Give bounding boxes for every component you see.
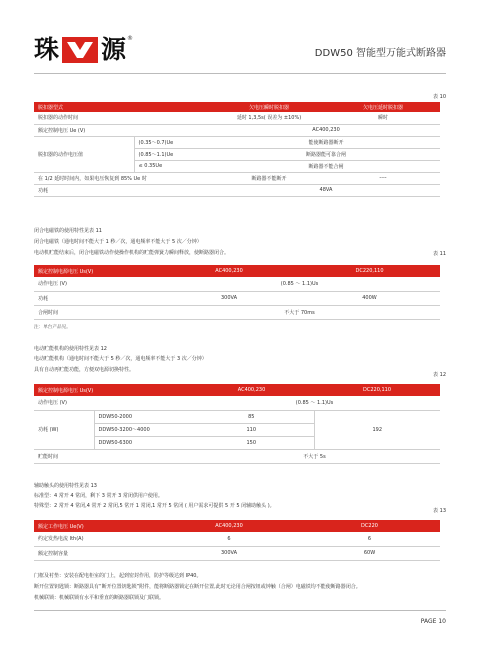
table-header-row <box>34 102 440 112</box>
table-header-cell: 脱扣器型式 <box>34 102 212 112</box>
table-header-cell: 额定工作电压 Ue(V) <box>34 520 159 532</box>
table-cell: 额定控制容量 <box>34 546 159 560</box>
table-number: 表 11 <box>433 251 446 257</box>
table-cell: 功耗 <box>34 291 159 305</box>
logo-char-right: 源 <box>101 35 127 64</box>
section-title: 闭合电磁铁的使用特性见表 11 <box>34 228 102 234</box>
page-number: PAGE 10 <box>420 618 446 625</box>
table-row <box>34 546 440 560</box>
table-header-cell: AC400,230 <box>159 520 299 532</box>
body-text: 机械联锁：机械联锁有水平和垂直的断路器联锁及门联锁。 <box>34 595 165 601</box>
registered-mark: ® <box>127 35 134 42</box>
table-cell: 断路器能可靠合闸 <box>212 148 440 160</box>
table-cell: 延时 1,3,5s( 误差为 ±10%) <box>212 112 326 124</box>
table-cell: (0.35～0.7)Ue <box>134 136 212 148</box>
logo-char-left: 珠 <box>34 35 60 64</box>
table-header-cell: 额定控制电源电压 Us(V) <box>34 265 159 277</box>
table-cell: 功耗 (W) <box>34 410 94 449</box>
table-cell: 能使断路器断开 <box>212 136 440 148</box>
table-header-cell: 欠电压延时脱扣器 <box>326 102 440 112</box>
table-cell: 110 <box>189 423 314 436</box>
table-cell: 300VA <box>159 291 299 305</box>
table-cell: 400W <box>299 291 440 305</box>
table-cell: 85 <box>189 410 314 423</box>
table-header-cell: DC220,110 <box>299 265 440 277</box>
table-row <box>34 532 440 546</box>
table-cell: 贮能时间 <box>34 449 189 463</box>
body-text: 具有自动再贮能功能，方便双电源切换特性。 <box>34 367 135 373</box>
table-cell: DDW50-6300 <box>94 436 189 449</box>
table-cell: 6 <box>299 532 440 546</box>
table-cell: 60W <box>299 546 440 560</box>
section-title: 电动贮能机构的使用特性见表 12 <box>34 346 107 352</box>
body-text: 电动机贮能结束后，闭合电磁铁动作使操作机构的贮能弹簧力瞬间释放，使断路器闭合。 <box>34 250 230 256</box>
table-cell: (0.85 ～ 1.1)Us <box>159 277 440 291</box>
table-row <box>34 184 440 196</box>
body-text: 闭合电磁铁（通电时间不能大于 1 秒／次，通电频率不能大于 5 次／分钟） <box>34 239 202 245</box>
table-cell: ---- <box>326 172 440 184</box>
table-row <box>34 291 440 305</box>
table-cell: 在 1/2 延时时间内，如果电压恢复到 85% Ue 时 <box>34 172 212 184</box>
table-row <box>34 396 440 410</box>
logo-emblem <box>62 37 98 63</box>
table-cell: 192 <box>314 410 440 449</box>
table-row <box>34 124 440 136</box>
table-cell: 额定控制电压 Ue (V) <box>34 124 212 136</box>
table-header-row <box>34 265 440 277</box>
table-cell: DDW50-3200～4000 <box>94 423 189 436</box>
table-cell: 不大于 70ms <box>159 305 440 319</box>
table-row <box>34 277 440 291</box>
table-cell: 合闸时间 <box>34 305 159 319</box>
table-11 <box>34 265 440 320</box>
table-note: 注：单台产品见。 <box>34 325 71 330</box>
table-row <box>34 305 440 319</box>
table-row <box>34 449 440 463</box>
table-number: 表 13 <box>433 508 446 514</box>
body-text: 电动贮能机构（通电时间不能大于 5 秒／次，通电频率不能大于 3 次／分钟） <box>34 356 207 362</box>
table-cell: 瞬时 <box>326 112 440 124</box>
table-cell: 脱扣器的动作电压值 <box>34 136 134 172</box>
table-header-cell: DC220 <box>299 520 440 532</box>
table-cell: (0.85 ～ 1.1)Us <box>189 396 440 410</box>
header-divider <box>34 73 446 74</box>
table-cell: ≤ 0.35Ue <box>134 160 212 172</box>
table-cell: DDW50-2000 <box>94 410 189 423</box>
table-number: 表 12 <box>433 372 446 378</box>
table-header-cell: AC400,230 <box>189 384 314 396</box>
table-cell: 6 <box>159 532 299 546</box>
body-text: 标准型：4 常开 4 常闭，剩下 3 常开 3 常闭供用户使用。 <box>34 493 163 499</box>
table-row <box>34 172 440 184</box>
table-cell: 断路器不能断开 <box>212 172 326 184</box>
table-header-cell: DC220,110 <box>314 384 440 396</box>
table-header-cell: 额定控制电源电压 Us(V) <box>34 384 189 396</box>
table-header-cell: AC400,230 <box>159 265 299 277</box>
table-cell: 48VA <box>212 184 440 196</box>
table-cell: 动作电压 (V) <box>34 396 189 410</box>
table-cell: 断路器不能合闸 <box>212 160 440 172</box>
table-cell: 动作电压 (V) <box>34 277 159 291</box>
table-number: 表 10 <box>433 94 446 100</box>
table-cell: AC400,230 <box>212 124 440 136</box>
table-cell: 不大于 5s <box>189 449 440 463</box>
table-12 <box>34 384 440 464</box>
table-row <box>34 112 440 124</box>
table-row <box>34 410 440 423</box>
section-title: 辅助触头的使用特性见表 13 <box>34 483 97 489</box>
footer-divider <box>34 610 446 611</box>
table-header-row <box>34 384 440 396</box>
body-text: 门框及衬垫：安装在配电柜室的门上，起到密封作用，防护等级达到 IP40。 <box>34 573 202 579</box>
page-title: DDW50 智能型万能式断路器 <box>314 48 446 59</box>
body-text: 特殊型：2 常开 4 常闭,4 常开 2 常闭,5 常开 1 常闭,1 常开 5 常闭 ( 用户需求可提供 5 开 5 闭辅助触头 )。 <box>34 503 275 509</box>
body-text: 断开位置钥匙锁：断路器具有“断开位置钥匙锁”附件，能将断路器锁定在断开位置,此时无论用合闸按钮或钟触（合闸）电磁铁均不能使断路器闭合。 <box>34 584 361 590</box>
table-header-row <box>34 520 440 532</box>
table-row <box>34 136 440 148</box>
table-cell: (0.85～1.1)Ue <box>134 148 212 160</box>
table-cell: 约定发热电流 Ith(A) <box>34 532 159 546</box>
table-cell: 功耗 <box>34 184 212 196</box>
table-cell: 脱扣器的动作时间 <box>34 112 212 124</box>
table-cell: 300VA <box>159 546 299 560</box>
table-cell: 150 <box>189 436 314 449</box>
table-10 <box>34 102 440 197</box>
table-header-cell: 欠电压瞬时脱扣器 <box>212 102 326 112</box>
table-13 <box>34 520 440 561</box>
brand-logo <box>34 35 133 65</box>
